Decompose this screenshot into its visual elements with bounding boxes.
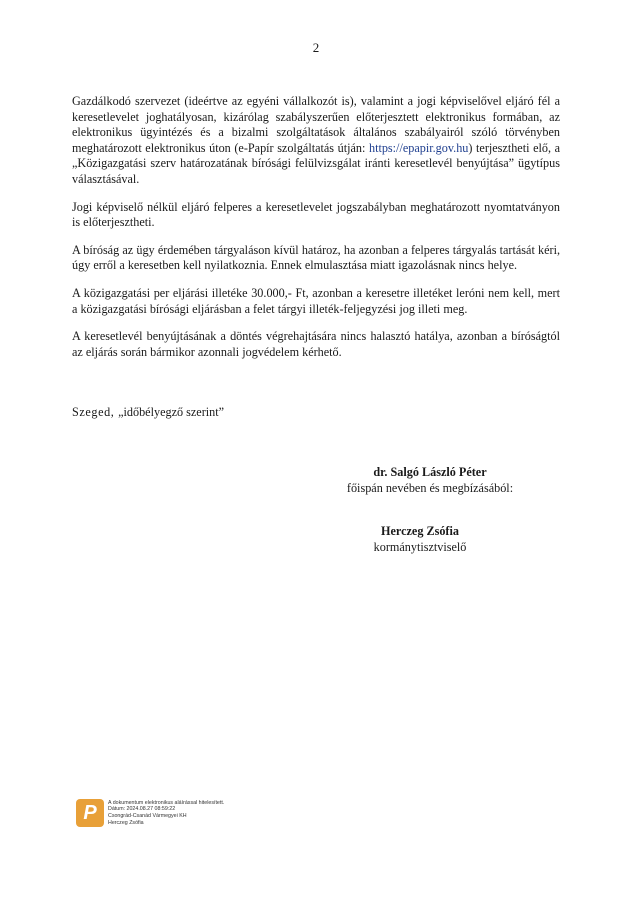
electronic-signature-stamp (76, 795, 246, 831)
stamp-text (108, 800, 224, 826)
date-text: „időbélyegző szerint” (118, 405, 225, 419)
signatory-role: főispán nevében és megbízásából: (346, 480, 514, 495)
page-number: 2 (312, 40, 320, 55)
stamp-line: Csongrád-Csanád Vármegyei KH (108, 813, 187, 819)
epapir-logo-icon: P (76, 799, 104, 827)
paragraph-text: ) terjesztheti elő, a „Közigazgatási szerv határozatának bírósági felülvizsgálat iránti keresetlevél benyújtása” ügytípus választásával. (72, 140, 560, 186)
document-body (72, 94, 560, 372)
signatory-name: dr. Salgó László Péter (373, 465, 487, 479)
stamp-line: Herczeg Zsófia (108, 819, 144, 826)
stamp-line: Dátum: 2024.08.27 08:59:22 (108, 806, 176, 813)
signature-block-primary (300, 465, 560, 496)
place-date (72, 405, 224, 420)
place: Szeged, (72, 405, 115, 419)
paragraph-text: Gazdálkodó szervezet (ideértve az egyéni vállalkozót is), valamint a jogi képviselővel eljáró fél a keresetlevelet joghatályosan, kizárólag szabályszerűen előterjesztett elektronikus formában, az elektronikus ügyintézés és a bizalmi szolgáltatások általános szabályairól szóló törvényben meghatározott elektronikus úton (e-Papír szolgáltatás útján: (72, 94, 560, 155)
paragraph-hearing: A bíróság az ügy érdemében tárgyaláson kívül határoz, ha azonban a felperes tárgyalás tartását kéri, úgy erről a keresetben kell nyilatkoznia. Ennek elmulasztása miatt igazolásnak nincs helye. (72, 242, 560, 273)
paragraph-electronic-submission (72, 94, 560, 188)
signature-block-secondary (300, 524, 540, 555)
epapir-link[interactable]: https://epapir.gov.hu (368, 140, 469, 155)
paragraph-form-submission: Jogi képviselő nélkül eljáró felperes a keresetlevelet jogszabályban meghatározott nyomtatványon is előterjesztheti. (72, 199, 560, 230)
paragraph-suspension: A keresetlevél benyújtásának a döntés végrehajtására nincs halasztó hatálya, azonban a bíróságtól az eljárás során bármikor azonnali jogvédelem kérhető. (72, 329, 560, 359)
paragraph-fee: A közigazgatási per eljárási illetéke 30.000,- Ft, azonban a keresetre illetéket leróni nem kell, mert a közigazgatási bírósági eljárásban a felet tárgyi illeték-feljegyzési jog illeti meg. (72, 285, 560, 316)
official-name: Herczeg Zsófia (381, 524, 459, 538)
stamp-line: A dokumentum elektronikus aláírással hitelesített. (108, 799, 225, 806)
official-role: kormánytisztviselő (373, 539, 467, 554)
